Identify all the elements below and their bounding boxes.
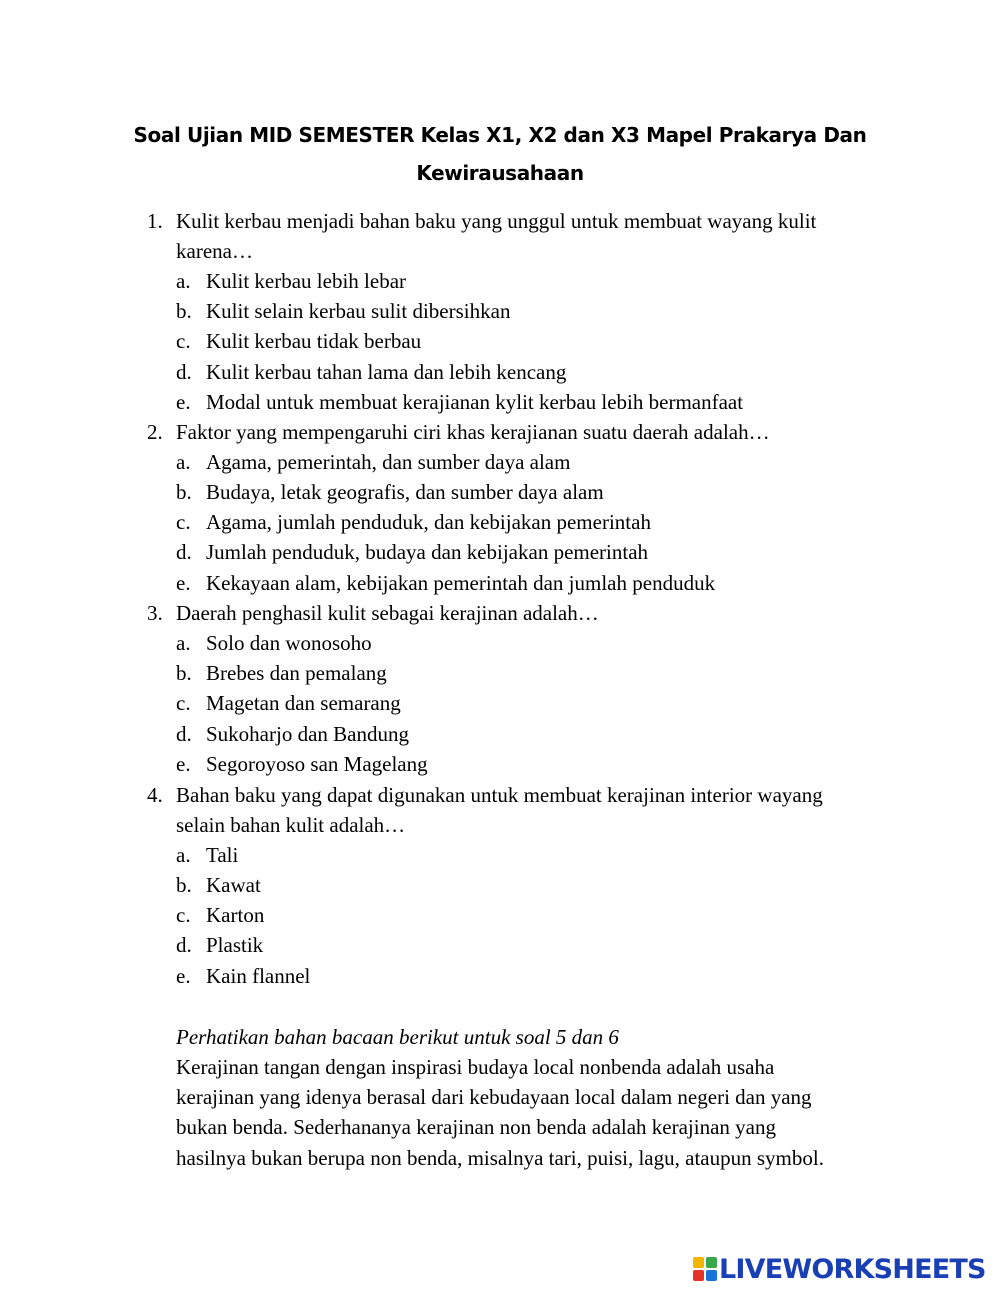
document-title xyxy=(100,116,900,192)
option-letter: b. xyxy=(176,480,192,504)
option-text: Kulit selain kerbau sulit dibersihkan xyxy=(206,299,511,323)
option-text: Kulit kerbau tahan lama dan lebih kencang xyxy=(206,360,567,384)
option-text: Budaya, letak geografis, dan sumber daya alam xyxy=(206,480,604,504)
option-text: Tali xyxy=(206,843,239,867)
option-letter: e. xyxy=(176,390,191,414)
question-text: selain bahan kulit adalah… xyxy=(176,813,406,837)
question-number: 2. xyxy=(147,420,163,444)
option-letter: c. xyxy=(176,903,191,927)
question-text: Daerah penghasil kulit sebagai kerajinan adalah… xyxy=(176,601,599,625)
option-letter: d. xyxy=(176,360,192,384)
option-text: Karton xyxy=(206,903,265,927)
question-number: 4. xyxy=(147,783,163,807)
question-text: Bahan baku yang dapat digunakan untuk membuat kerajinan interior wayang xyxy=(176,783,823,807)
option-text: Sukoharjo dan Bandung xyxy=(206,722,409,746)
option-text: Jumlah penduduk, budaya dan kebijakan pemerintah xyxy=(206,540,649,564)
liveworksheets-logo-icon xyxy=(693,1257,717,1281)
option-letter: d. xyxy=(176,540,192,564)
option-text: Kawat xyxy=(206,873,261,897)
option-letter: b. xyxy=(176,299,192,323)
option-letter: a. xyxy=(176,631,191,655)
option-text: Agama, jumlah penduduk, dan kebijakan pemerintah xyxy=(206,510,651,534)
option-letter: d. xyxy=(176,722,192,746)
option-text: Magetan dan semarang xyxy=(206,691,401,715)
option-text: Solo dan wonosoho xyxy=(206,631,372,655)
logo-text: LIVEWORKSHEETS xyxy=(719,1254,986,1285)
option-text: Kulit kerbau tidak berbau xyxy=(206,329,422,353)
option-letter: b. xyxy=(176,873,192,897)
title-line-2: Kewirausahaan xyxy=(416,161,584,185)
question-number: 3. xyxy=(147,601,163,625)
option-text: Kain flannel xyxy=(206,964,311,988)
reading-line: hasilnya bukan berupa non benda, misalnya tari, puisi, lagu, ataupun symbol. xyxy=(176,1146,824,1170)
option-letter: d. xyxy=(176,933,192,957)
option-letter: a. xyxy=(176,269,191,293)
question-text: Kulit kerbau menjadi bahan baku yang unggul untuk membuat wayang kulit xyxy=(176,209,817,233)
reading-line: kerajinan yang idenya berasal dari kebudayaan local dalam negeri dan yang xyxy=(176,1085,812,1109)
option-text: Kekayaan alam, kebijakan pemerintah dan jumlah penduduk xyxy=(206,571,716,595)
option-letter: b. xyxy=(176,661,192,685)
option-letter: c. xyxy=(176,510,191,534)
reading-intro: Perhatikan bahan bacaan berikut untuk soal 5 dan 6 xyxy=(176,1025,619,1049)
reading-line: bukan benda. Sederhananya kerajinan non benda adalah kerajinan yang xyxy=(176,1115,776,1139)
option-letter: a. xyxy=(176,450,191,474)
question-number: 1. xyxy=(147,209,163,233)
title-line-1: Soal Ujian MID SEMESTER Kelas X1, X2 dan X3 Mapel Prakarya Dan xyxy=(133,123,867,147)
option-text: Agama, pemerintah, dan sumber daya alam xyxy=(206,450,571,474)
question-text: karena… xyxy=(176,239,253,263)
reading-line: Kerajinan tangan dengan inspirasi budaya local nonbenda adalah usaha xyxy=(176,1055,775,1079)
option-text: Kulit kerbau lebih lebar xyxy=(206,269,407,293)
option-letter: c. xyxy=(176,691,191,715)
option-text: Modal untuk membuat kerajianan kylit kerbau lebih bermanfaat xyxy=(206,390,744,414)
option-letter: e. xyxy=(176,752,191,776)
liveworksheets-logo xyxy=(693,1253,993,1287)
option-letter: c. xyxy=(176,329,191,353)
option-letter: e. xyxy=(176,571,191,595)
option-text: Plastik xyxy=(206,933,264,957)
option-text: Segoroyoso san Magelang xyxy=(206,752,428,776)
option-letter: e. xyxy=(176,964,191,988)
option-letter: a. xyxy=(176,843,191,867)
question-text: Faktor yang mempengaruhi ciri khas kerajianan suatu daerah adalah… xyxy=(176,420,770,444)
option-text: Brebes dan pemalang xyxy=(206,661,387,685)
